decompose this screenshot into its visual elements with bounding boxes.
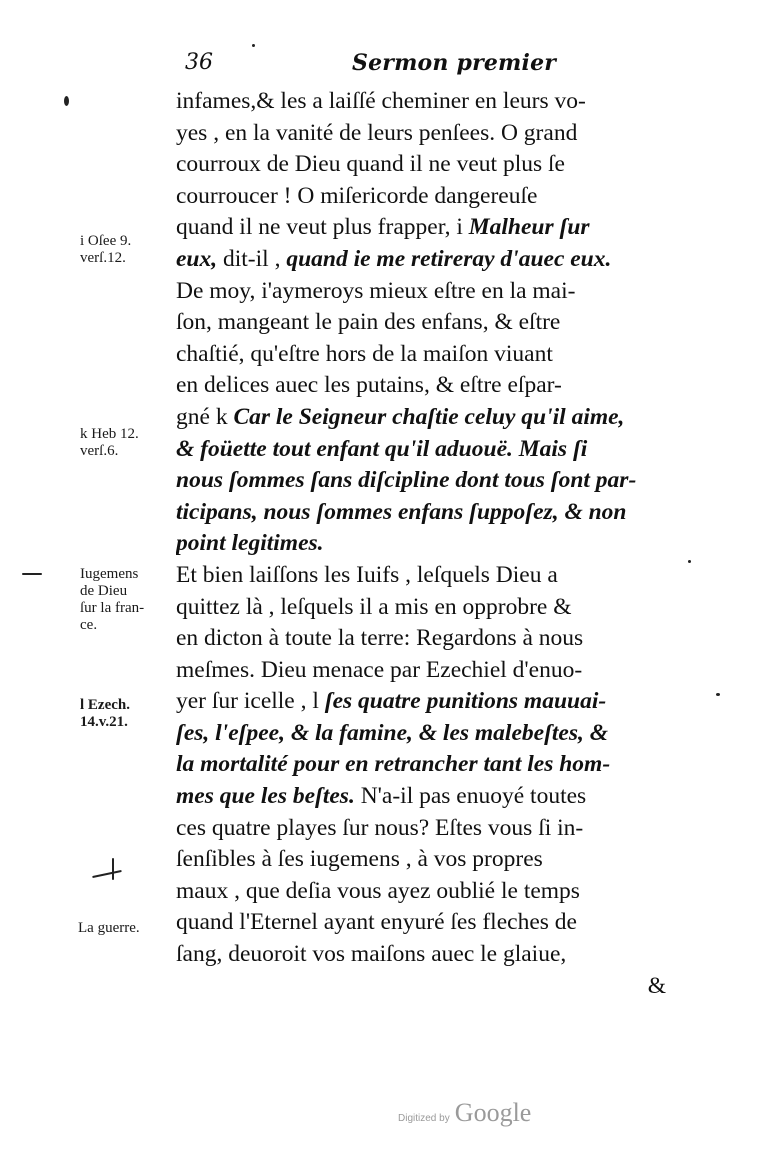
text-segment: ſon, mangeant le pain des enfans, & eſtre: [176, 309, 561, 336]
italic-quote-segment: la mortalité pour en retrancher tant les hom-: [176, 751, 611, 778]
italic-quote-segment: eux,: [176, 245, 223, 272]
ink-speck: [112, 858, 114, 880]
text-line: [176, 655, 666, 687]
text-line: [176, 939, 666, 971]
text-line: [176, 907, 666, 939]
margin-note-line: La guerre.: [78, 920, 140, 936]
text-line: [176, 181, 666, 213]
italic-quote-segment: point legitimes.: [176, 530, 324, 557]
text-segment: ſang, deuoroit vos maiſons auec le glaiue,: [176, 941, 567, 968]
ink-speck: [252, 44, 255, 47]
text-segment: courroucer ! O miſericorde dangereuſe: [176, 182, 538, 209]
text-line: [176, 749, 666, 781]
margin-note-line: verſ.6.: [80, 443, 119, 459]
text-segment: k: [215, 403, 234, 430]
margin-note-guerre: [78, 920, 140, 937]
text-line: [176, 244, 666, 276]
ink-speck: [22, 573, 42, 575]
text-line: [176, 623, 666, 655]
text-line: [176, 212, 666, 244]
text-line: [176, 86, 666, 118]
text-segment: yes , en la vanité de leurs penſees. O grand: [176, 119, 578, 146]
margin-note-line: Iugemens: [80, 566, 139, 582]
digitized-by-label: Digitized by: [398, 1113, 450, 1124]
text-segment: meſmes. Dieu menace par Ezechiel d'enuo-: [176, 656, 583, 683]
text-line: [176, 276, 666, 308]
google-logo: Google: [454, 1098, 532, 1127]
text-line: [176, 813, 666, 845]
text-line: [176, 844, 666, 876]
text-line: [176, 686, 666, 718]
text-segment: ces quatre playes ſur nous? Eſtes vous ſi in-: [176, 814, 584, 841]
margin-note-line: k Heb 12.: [80, 426, 139, 442]
margin-note-ezech: [80, 697, 130, 731]
text-line: [176, 465, 666, 497]
text-segment: en delices auec les putains, & eſtre eſpar-: [176, 372, 562, 399]
italic-quote-segment: Car le Seigneur chaſtie celuy qu'il aime,: [233, 403, 625, 430]
text-segment: chaſtié, qu'eſtre hors de la maiſon viuant: [176, 340, 553, 367]
ink-speck: [64, 96, 69, 106]
margin-note-line: 14.v.21.: [80, 714, 128, 730]
margin-note-line: de Dieu: [80, 583, 128, 599]
text-segment: ſenſibles à ſes iugemens , à vos propres: [176, 846, 543, 873]
ink-speck: [716, 693, 720, 696]
text-segment: N'a-il pas enuoyé toutes: [360, 783, 587, 810]
italic-quote-segment: Malheur ſur: [468, 214, 590, 241]
text-line: [176, 718, 666, 750]
text-segment: en dicton à toute la terre: Regardons à nous: [176, 625, 584, 652]
margin-note-heb: [80, 426, 139, 460]
text-segment: maux , que deſia vous ayez oublié le temps: [176, 877, 580, 904]
text-line: [176, 149, 666, 181]
text-segment: gné: [176, 403, 216, 430]
italic-quote-segment: quand ie me retireray d'auec eux.: [286, 245, 612, 272]
text-line: [176, 497, 666, 529]
text-segment: quand l'Eternel ayant enyuré ſes fleches de: [176, 909, 577, 936]
text-segment: quittez là , leſquels il a mis en opprobre &: [176, 593, 572, 620]
text-line: [176, 560, 666, 592]
text-segment: l: [312, 688, 325, 715]
text-segment: De moy, i'aymeroys mieux eſtre en la mai-: [176, 277, 576, 304]
italic-quote-segment: mes que les beſtes.: [176, 783, 361, 810]
catchword: &: [647, 972, 666, 999]
sermon-body-text: [176, 86, 666, 1002]
text-segment: yer ſur icelle ,: [176, 688, 313, 715]
italic-quote-segment: nous ſommes ſans diſcipline dont tous ſont par-: [176, 467, 637, 494]
text-line: [176, 307, 666, 339]
margin-note-line: ce.: [80, 617, 98, 633]
running-title: Sermon premier: [352, 50, 557, 76]
page-number: 36: [185, 50, 213, 75]
text-line: [176, 339, 666, 371]
margin-note-line: verſ.12.: [80, 250, 126, 266]
text-segment: quand il ne veut plus frapper,: [176, 214, 457, 241]
italic-quote-segment: ſes, l'eſpee, & la famine, & les malebeſtes, &: [176, 719, 609, 746]
digitized-watermark: [398, 1098, 531, 1128]
text-line: [176, 528, 666, 560]
ink-speck: [92, 870, 122, 878]
margin-note-line: l Ezech.: [80, 697, 130, 713]
ink-speck: [688, 560, 691, 563]
margin-note-osee: [80, 233, 131, 267]
margin-note-jugemens: [80, 566, 144, 634]
margin-note-line: ſur la fran-: [80, 600, 145, 616]
text-segment: i: [456, 214, 469, 241]
text-segment: Et bien laiſſons les Iuifs , leſquels Dieu a: [176, 561, 558, 588]
text-line: [176, 402, 666, 434]
text-line: [176, 118, 666, 150]
italic-quote-segment: & foüette tout enfant qu'il aduouë. Mais ſi: [176, 435, 588, 462]
text-line: [176, 434, 666, 466]
text-line: [176, 370, 666, 402]
italic-quote-segment: ticipans, nous ſommes enfans ſuppoſez, & non: [176, 498, 627, 525]
text-line: [176, 781, 666, 813]
margin-note-line: i Oſee 9.: [80, 233, 132, 249]
italic-quote-segment: ſes quatre punitions mauuai-: [324, 688, 607, 715]
text-line: [176, 592, 666, 624]
text-segment: courroux de Dieu quand il ne veut plus ſe: [176, 151, 565, 178]
text-line: [176, 876, 666, 908]
text-segment: infames,& les a laiſſé cheminer en leurs vo-: [176, 88, 586, 114]
text-segment: dit-il ,: [223, 245, 287, 272]
